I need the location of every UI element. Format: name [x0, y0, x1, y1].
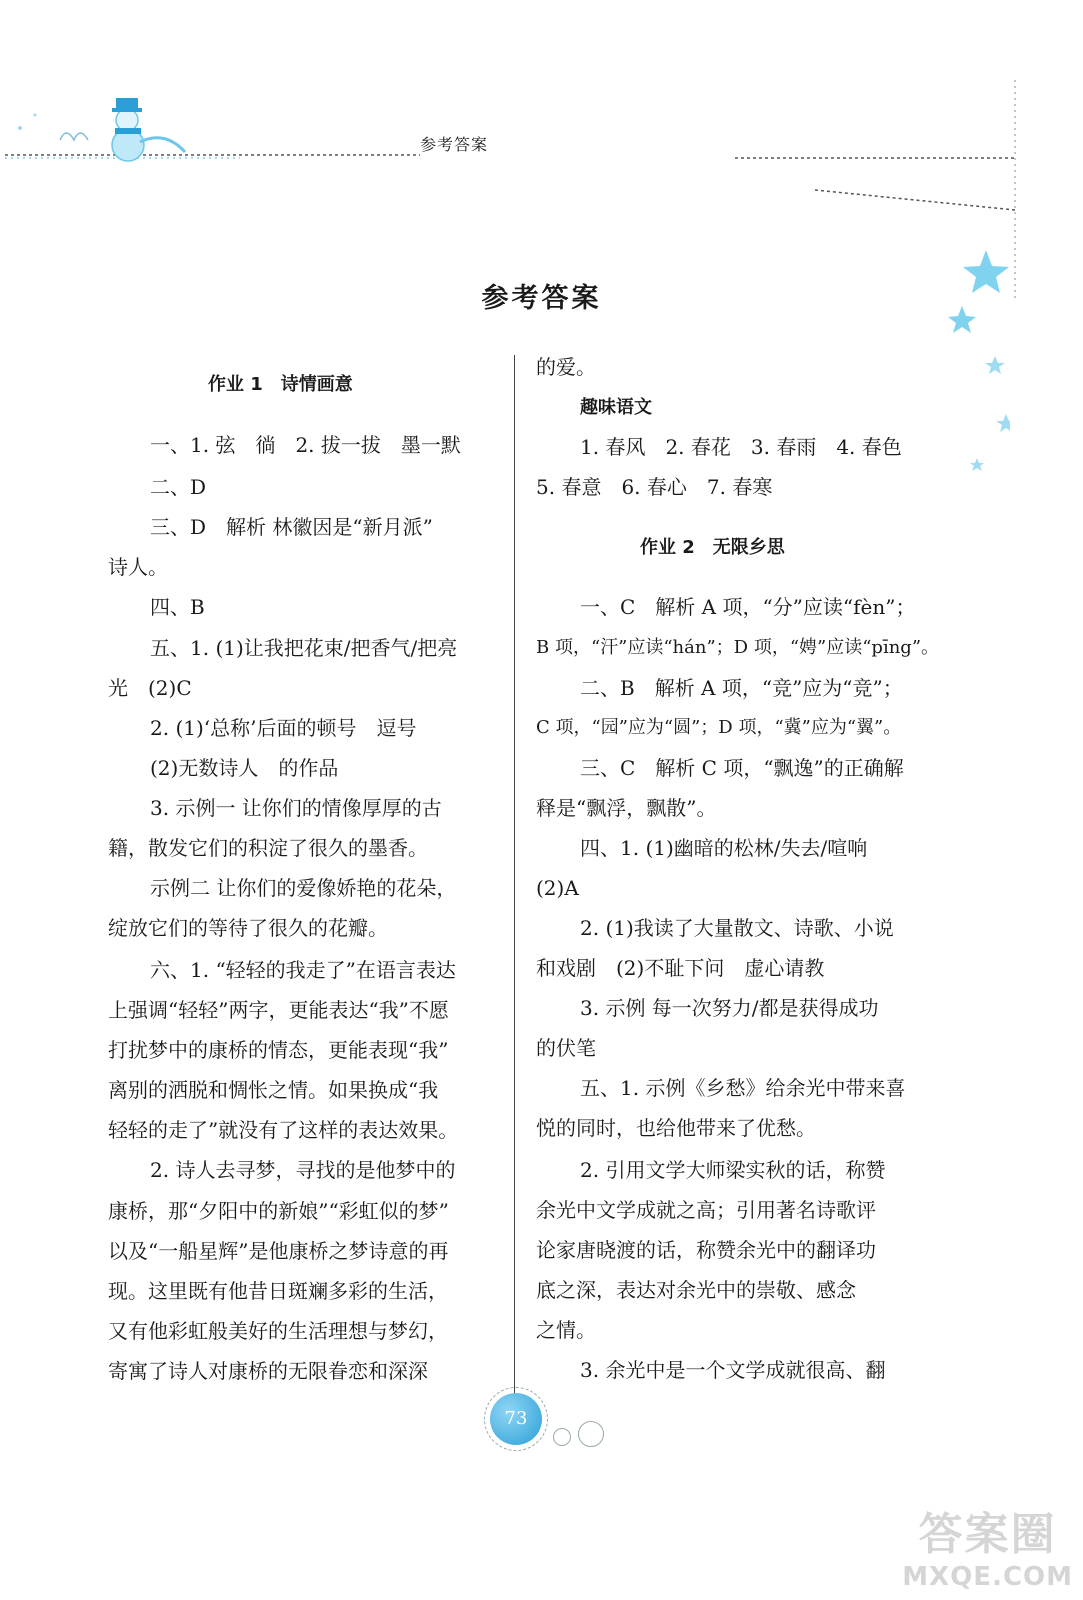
page-title: 参考答案 — [481, 283, 602, 314]
right-column-line: 2. (1)我读了大量散文、诗歌、小说 — [580, 916, 894, 940]
left-column-line: 五、1. (1)让我把花束/把香气/把亮 — [150, 636, 458, 660]
right-column-line: 的伏笔 — [536, 1036, 596, 1060]
left-column-line: 二、D — [150, 475, 207, 499]
watermark-logo: 答案圈 — [918, 1509, 1057, 1560]
left-column-line: 现。这里既有他昔日斑斓多彩的生活， — [108, 1279, 448, 1303]
watermark — [902, 1498, 1073, 1592]
left-column-line: 又有他彩虹般美好的生活理想与梦幻， — [108, 1319, 448, 1343]
snowman-icon — [18, 98, 185, 161]
column-divider — [514, 355, 515, 1405]
header-decoration — [0, 60, 1083, 300]
right-column-line: 四、1. (1)幽暗的松林/失去/喧响 — [580, 836, 868, 860]
right-column-line: 1. 春风 2. 春花 3. 春雨 4. 春色 — [580, 435, 902, 459]
right-column-line: 悦的同时，也给他带来了优愁。 — [536, 1116, 816, 1140]
right-column-line: 的爱。 — [536, 355, 596, 379]
left-column-line: 四、B — [150, 595, 205, 619]
right-column-line: 之情。 — [536, 1318, 596, 1342]
right-column-line: 释是“飘浮，飘散”。 — [536, 796, 717, 820]
right-column-line: 二、B 解析 A 项，“竞”应为“竞”； — [580, 676, 903, 700]
right-column-line: 三、C 解析 C 项，“飘逸”的正确解 — [580, 756, 904, 780]
left-column-line: 离别的洒脱和惆怅之情。如果换成“我 — [108, 1078, 439, 1102]
left-column-line: 打扰梦中的康桥的情态，更能表现“我” — [108, 1038, 449, 1062]
left-column-line: 籍，散发它们的积淀了很久的墨香。 — [108, 836, 428, 860]
left-column-line: (2)无数诗人 的作品 — [150, 756, 339, 780]
left-column-line: 作业 1 诗情画意 — [208, 374, 353, 395]
right-column-line: (2)A — [536, 876, 579, 900]
right-column-line: 2. 引用文学大师梁实秋的话，称赞 — [580, 1158, 886, 1182]
right-column-line: 一、C 解析 A 项，“分”应读“fèn”； — [580, 595, 916, 619]
left-column-line: 轻轻的走了”就没有了这样的表达效果。 — [108, 1118, 459, 1142]
left-column-line: 3. 示例一 让你们的情像厚厚的古 — [150, 796, 442, 820]
page-number: 73 — [490, 1393, 542, 1445]
left-column-line: 康桥，那“夕阳中的新娘”“彩虹似的梦” — [108, 1199, 449, 1223]
right-column-line: 5. 春意 6. 春心 7. 春寒 — [536, 475, 773, 499]
right-column-line: 趣味语文 — [580, 397, 652, 418]
left-column-line: 光 (2)C — [108, 676, 192, 700]
left-column-line: 2. 诗人去寻梦，寻找的是他梦中的 — [150, 1158, 456, 1182]
right-column-line: 五、1. 示例《乡愁》给余光中带来喜 — [580, 1076, 906, 1100]
right-column-line: 和戏剧 (2)不耻下问 虚心请教 — [536, 956, 825, 980]
left-column-line: 一、1. 弦 徜 2. 拔一拔 墨一默 — [150, 433, 461, 457]
watermark-url: MXQE.COM — [902, 1562, 1073, 1592]
circle-icon — [578, 1421, 604, 1447]
right-column-line: C 项，“园”应为“圆”；D 项，“冀”应为“翼”。 — [536, 717, 902, 738]
left-column-line: 示例二 让你们的爱像娇艳的花朵， — [150, 876, 457, 900]
left-column-line: 三、D 解析 林徽因是“新月派” — [150, 515, 433, 539]
right-column-line: 底之深，表达对余光中的崇敬、感念 — [536, 1278, 856, 1302]
running-header: 参考答案 — [420, 135, 489, 154]
left-column-line: 六、1. “轻轻的我走了”在语言表达 — [150, 958, 456, 982]
left-column-line: 寄寓了诗人对康桥的无限眷恋和深深 — [108, 1359, 428, 1383]
right-column-line: B 项，“汗”应读“hán”；D 项，“娉”应读“pīng”。 — [536, 637, 940, 658]
right-column-line: 余光中文学成就之高；引用著名诗歌评 — [536, 1198, 876, 1222]
left-column-line: 诗人。 — [108, 555, 168, 579]
circle-icon — [553, 1428, 571, 1446]
left-column-line: 2. (1)‘总称’后面的顿号 逗号 — [150, 716, 417, 740]
right-column-line: 作业 2 无限乡思 — [640, 537, 785, 558]
right-column-line: 论家唐晓渡的话，称赞余光中的翻译功 — [536, 1238, 876, 1262]
left-column-line: 绽放它们的等待了很久的花瓣。 — [108, 916, 388, 940]
right-column-line: 3. 示例 每一次努力/都是获得成功 — [580, 996, 879, 1020]
right-column-line: 3. 余光中是一个文学成就很高、翻 — [580, 1358, 886, 1382]
left-column-line: 上强调“轻轻”两字，更能表达“我”不愿 — [108, 998, 449, 1022]
left-column-line: 以及“一船星辉”是他康桥之梦诗意的再 — [108, 1239, 449, 1263]
